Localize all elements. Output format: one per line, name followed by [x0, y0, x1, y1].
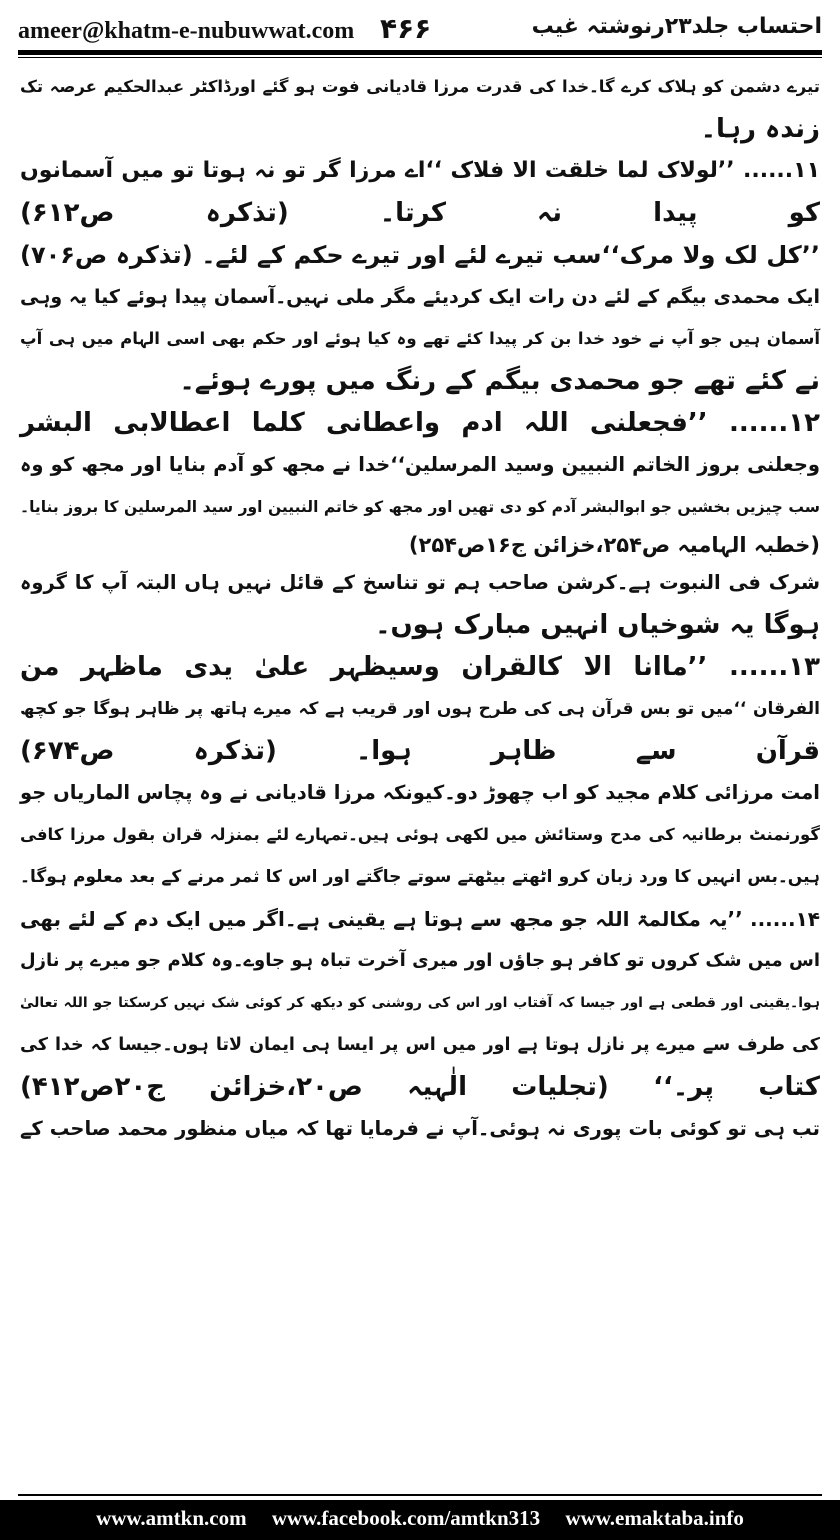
header-email: ameer@khatm-e-nubuwwat.com — [18, 18, 355, 44]
running-title: احتساب جلد۲۳رنوشتہ غیب — [531, 14, 822, 39]
text-line: امت مرزائی کلام مجید کو اب چھوڑ دو۔کیونکہ مرزا قادیانی نے وہ پچاس الماریاں جو — [20, 781, 820, 804]
page-header — [0, 0, 840, 58]
text-line: اس میں شک کروں تو کافر ہو جاؤں اور میری آخرت تباہ ہو جاوے۔وہ کلام جو میرے پر نازل — [20, 950, 820, 971]
text-line: وجعلنی بروز الخاتم النبیین وسید المرسلین‘‘خدا نے مجھ کو آدم بنایا اور مجھ کو وہ — [20, 453, 820, 476]
page-footer — [0, 1500, 840, 1540]
footer-rule — [18, 1494, 822, 1496]
footer-link-facebook[interactable]: www.facebook.com/amtkn313 — [271, 1506, 541, 1530]
text-line: الفرقان ‘‘میں تو بس قرآن ہی کی طرح ہوں اور قریب ہے کہ میرے ہاتھ پر ظاہر ہوگا جو کچھ — [20, 699, 820, 719]
text-line: زندہ رہا۔ — [700, 114, 820, 144]
text-line: گورنمنٹ برطانیہ کی مدح وستائش میں لکھی ہوئی ہیں۔تمہارے لئے بمنزلہ قران بقول مرزا کافی — [20, 825, 820, 844]
text-line: کو پیدا نہ کرتا۔ (تذکرہ ص۶۱۲) — [20, 198, 820, 228]
text-line: ’’کل لک ولا مرک‘‘سب تیرے لئے اور تیرے حکم کے لئے۔ (تذکرہ ص۷۰۶) — [20, 241, 820, 269]
text-line: شرک فی النبوت ہے۔کرشن صاحب ہم تو تناسخ کے قائل نہیں ہاں البتہ آپ کا گروہ — [20, 571, 820, 594]
text-line: تیرے دشمن کو ہلاک کرے گا۔خدا کی قدرت مرزا قادیانی فوت ہو گئے اورڈاکٹر عبدالحکیم عرصہ تک — [20, 77, 820, 96]
text-line: ہیں۔بس انہیں کا ورد زبان کرو اٹھتے بیٹھتے سوتے جاگتے اور اس کا ثمر مرنے کے بعد معلوم ہوگا۔ — [20, 867, 820, 887]
text-line: نے کئے تھے جو محمدی بیگم کے رنگ میں پورے ہوئے۔ — [179, 366, 820, 396]
page-number: ۴۶۶ — [380, 12, 432, 45]
text-line: ۱۱...... ’’لولاک لما خلقت الا فلاک ‘‘اے مرزا گر تو نہ ہوتا تو میں آسمانوں — [20, 158, 820, 183]
text-line: ایک محمدی بیگم کے لئے دن رات ایک کردیئے مگر ملی نہیں۔آسمان پیدا ہوئے کیا یہ وہی — [20, 286, 820, 308]
text-line: ہوگا یہ شوخیاں انہیں مبارک ہوں۔ — [375, 610, 820, 640]
text-line: ۱۳...... ’’ماانا الا کالقران وسیظہر علیٰ یدی ماظہر من — [20, 652, 820, 682]
text-line: آسمان ہیں جو آپ نے خود خدا بن کر پیدا کئے تھے وہ کیا ہوئے اور حکم بھی اسی الہام میں ہی آپ — [20, 329, 820, 348]
footer-links — [0, 1506, 840, 1531]
citation-line: (خطبہ الہامیہ ص۲۵۴،خزائن ج۱۶ص۲۵۴) — [408, 533, 820, 557]
text-line: کتاب پر۔‘‘ (تجلیات الٰہیہ ص۲۰،خزائن ج۲۰ص۴۱۲) — [20, 1072, 820, 1102]
footer-link-amtkn[interactable]: www.amtkn.com — [96, 1506, 247, 1530]
text-line: قرآن سے ظاہر ہوا۔ (تذکرہ ص۶۷۴) — [20, 736, 820, 766]
header-rule-thin — [18, 57, 822, 58]
text-line: ہوا۔یقینی اور قطعی ہے اور جیسا کہ آفتاب اور اس کی روشنی کو دیکھ کر کوئی شک نہیں کرسکتا جو اللہ تعالیٰ — [20, 995, 820, 1011]
text-line: ۱۲...... ’’فجعلنی اللہ ادم واعطانی کلما اعطالابی البشر — [20, 408, 820, 438]
header-rule-thick — [18, 50, 822, 55]
text-line: تب ہی تو کوئی بات پوری نہ ہوئی۔آپ نے فرمایا تھا کہ میاں منظور محمد صاحب کے — [20, 1117, 820, 1140]
text-line: سب چیزیں بخشیں جو ابوالبشر آدم کو دی تھیں اور مجھ کو خاتم النبیین اور سید المرسلین کا بروز بنایا۔ — [20, 498, 820, 516]
footer-link-emaktaba[interactable]: www.emaktaba.info — [565, 1506, 744, 1530]
text-line: کی طرف سے میرے پر نازل ہوتا ہے اور میں اس پر ایسا ہی ایمان لاتا ہوں۔جیسا کہ خدا کی — [20, 1035, 820, 1055]
text-line: ۱۴...... ’’یہ مکالمۃ اللہ جو مجھ سے ہوتا ہے یقینی ہے۔اگر میں ایک دم کے لئے بھی — [20, 907, 820, 931]
page-body — [20, 66, 820, 1150]
